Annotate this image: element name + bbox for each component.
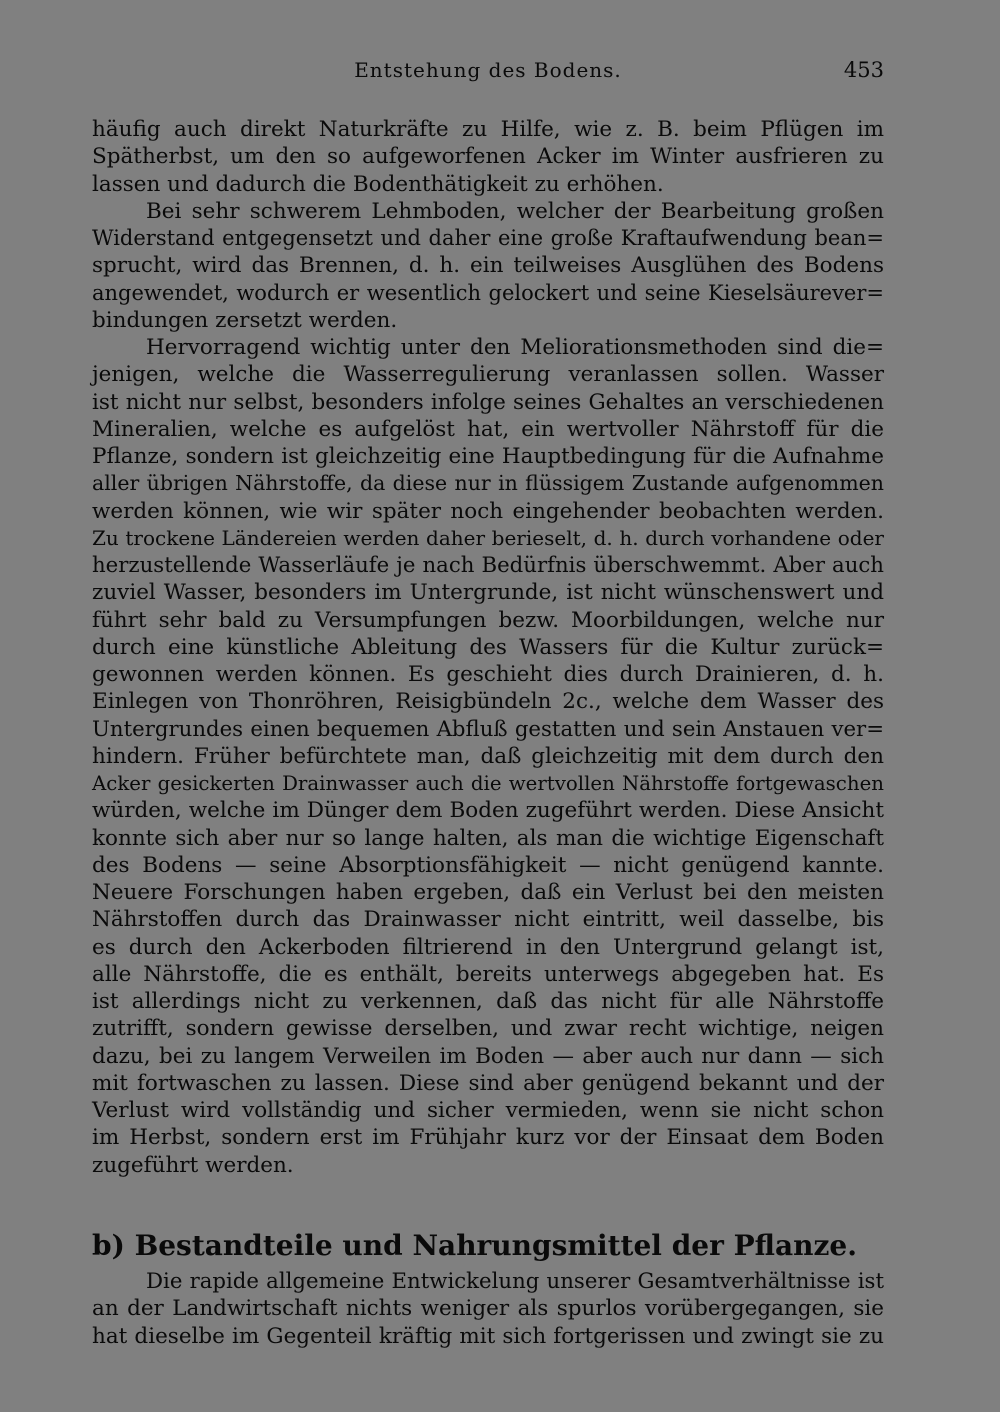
text-line: Hervorragend wichtig unter den Meliorationsmethoden sind die= — [146, 335, 884, 360]
running-title: Entstehung des Bodens. — [354, 58, 622, 82]
text-line: dazu, bei zu langem Verweilen im Boden — aber auch nur dann — sich — [92, 1043, 884, 1069]
section-heading: b) Bestandteile und Nahrungsmittel der Pflanze. — [92, 1229, 857, 1262]
text-line: hindern. Früher befürchtete man, daß gleichzeitig mit dem durch den — [92, 743, 884, 769]
text-line: Acker gesickerten Drainwasser auch die wertvollen Nährstoffe fortgewaschen — [92, 772, 884, 795]
text-line: angewendet, wodurch er wesentlich gelockert und seine Kieselsäurever= — [92, 280, 884, 305]
text-line: aller übrigen Nährstoffe, da diese nur in flüssigem Zustande aufgenommen — [92, 471, 884, 496]
text-line: Nährstoffen durch das Drainwasser nicht eintritt, weil dasselbe, bis — [92, 907, 884, 933]
text-line: alle Nährstoffe, die es enthält, bereits unterwegs abgegeben hat. Es — [92, 961, 884, 987]
text-line: Widerstand entgegensetzt und daher eine große Kraftaufwendung bean= — [92, 226, 884, 250]
text-line: würden, welche im Dünger dem Boden zugeführt werden. Diese Ansicht — [92, 798, 884, 824]
text-line: häufig auch direkt Naturkräfte zu Hilfe, wie z. B. beim Pflügen im — [92, 117, 884, 142]
text-line: lassen und dadurch die Bodenthätigkeit zu erhöhen. — [92, 171, 664, 197]
text-line: es durch den Ackerboden filtrierend in den Untergrund gelangt ist, — [92, 934, 884, 960]
text-line: hat dieselbe im Gegenteil kräftig mit sich fortgerissen und zwingt sie zu — [92, 1323, 884, 1349]
body-text — [92, 116, 884, 1179]
text-line: Mineralien, welche es aufgelöst hat, ein wertvoller Nährstoff für die — [92, 416, 884, 442]
text-line: Neuere Forschungen haben ergeben, daß ein Verlust bei den meisten — [92, 880, 884, 905]
text-line: zutrifft, sondern gewisse derselben, und zwar recht wichtige, neigen — [92, 1016, 884, 1042]
text-line: mit fortwaschen zu lassen. Diese sind aber genügend bekannt und der — [92, 1070, 884, 1096]
text-line: durch eine künstliche Ableitung des Wassers für die Kultur zurück= — [92, 634, 884, 660]
text-line: im Herbst, sondern erst im Frühjahr kurz vor der Einsaat dem Boden — [92, 1125, 884, 1151]
text-line: sprucht, wird das Brennen, d. h. ein teilweises Ausglühen des Bodens — [92, 253, 884, 279]
page-number: 453 — [843, 58, 884, 82]
text-line: Die rapide allgemeine Entwickelung unserer Gesamtverhältnisse ist — [146, 1269, 884, 1294]
text-line: konnte sich aber nur so lange halten, als man die wichtige Eigenschaft — [92, 825, 884, 851]
text-line: Bei sehr schwerem Lehmboden, welcher der Bearbeitung großen — [146, 198, 884, 224]
text-line: zugeführt werden. — [92, 1152, 294, 1178]
text-line: an der Landwirtschaft nichts weniger als spurlos vorübergegangen, sie — [92, 1296, 884, 1322]
text-line: ist nicht nur selbst, besonders infolge seines Gehaltes an verschiedenen — [92, 389, 884, 415]
text-line: Untergrundes einen bequemen Abfluß gestatten und sein Anstauen ver= — [92, 716, 884, 742]
section-text — [92, 1268, 884, 1350]
text-line: des Bodens — seine Absorptionsfähigkeit — nicht genügend kannte. — [92, 852, 884, 878]
text-line: Einlegen von Thonröhren, Reisigbündeln 2c., welche dem Wasser des — [92, 689, 884, 715]
text-line: Verlust wird vollständig und sicher vermieden, wenn sie nicht schon — [92, 1098, 884, 1123]
text-line: herzustellende Wasserläufe je nach Bedürfnis überschwemmt. Aber auch — [92, 553, 884, 578]
text-line: Pflanze, sondern ist gleichzeitig eine Hauptbedingung für die Aufnahme — [92, 444, 884, 469]
running-head — [92, 58, 884, 88]
text-line: Spätherbst, um den so aufgeworfenen Acker im Winter ausfrieren zu — [92, 144, 884, 170]
text-line: führt sehr bald zu Versumpfungen bezw. Moorbildungen, welche nur — [92, 607, 884, 633]
text-line: jenigen, welche die Wasserregulierung veranlassen sollen. Wasser — [92, 362, 884, 388]
text-line: werden können, wie wir später noch eingehender beobachten werden. — [92, 498, 884, 524]
text-line: ist allerdings nicht zu verkennen, daß das nicht für alle Nährstoffe — [92, 989, 884, 1014]
text-line: zuviel Wasser, besonders im Untergrunde, ist nicht wünschenswert und — [92, 580, 884, 606]
text-line: bindungen zersetzt werden. — [92, 307, 398, 333]
text-line: gewonnen werden können. Es geschieht dies durch Drainieren, d. h. — [92, 662, 884, 687]
text-line: Zu trockene Ländereien werden daher berieselt, d. h. durch vorhandene oder — [92, 525, 884, 550]
